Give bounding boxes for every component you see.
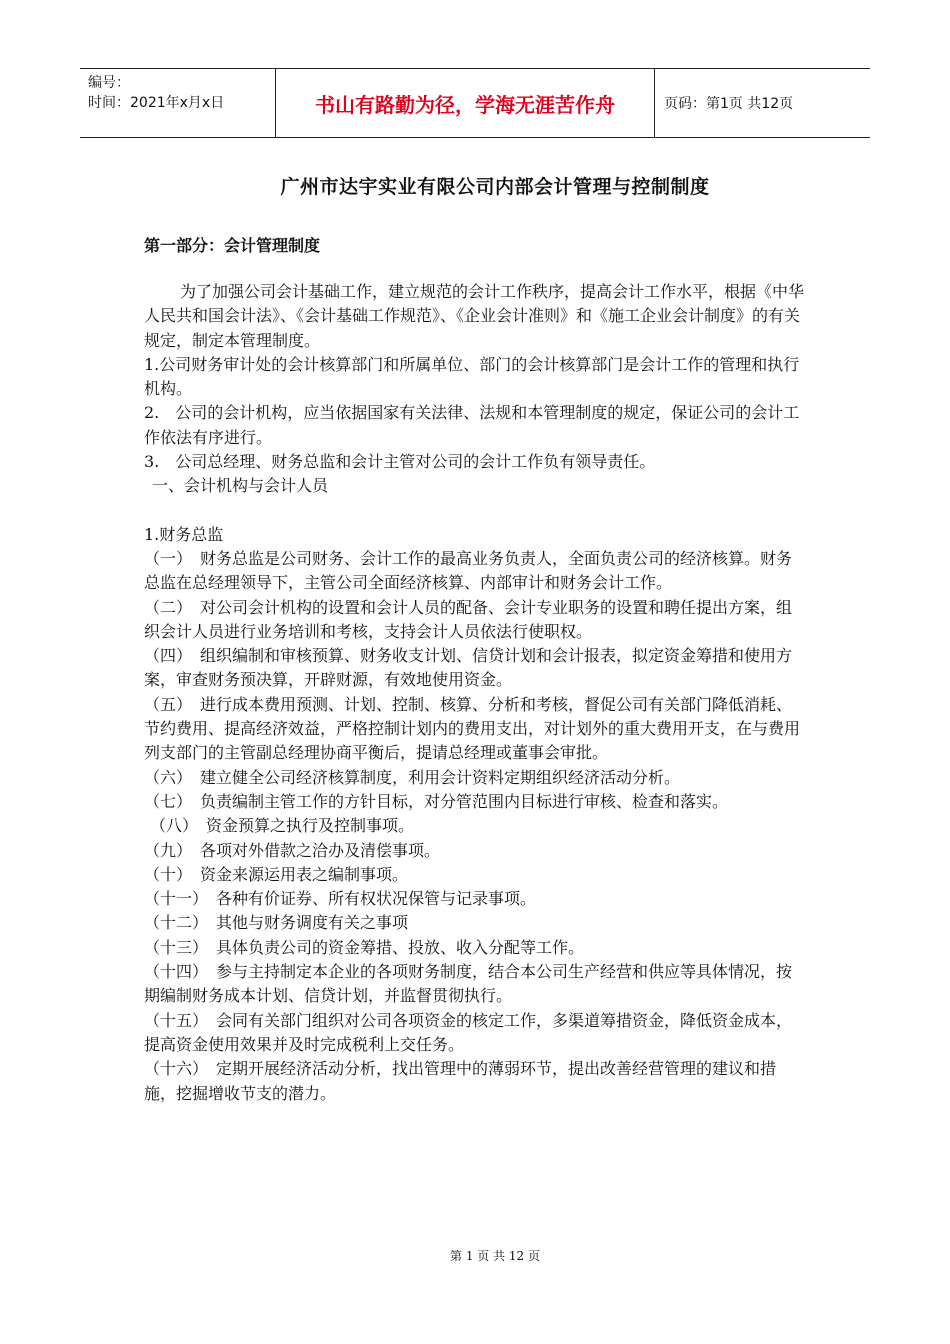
item-2: （二） 对公司会计机构的设置和会计人员的配备、会计专业职务的设置和聘任提出方案，组织会计人员进行业务培训和考核，支持会计人员依法行使职权。: [144, 597, 793, 641]
item-12: （十二） 其他与财务调度有关之事项: [144, 913, 409, 933]
header-meta-cell: [80, 69, 276, 137]
intro-paragraph: 为了加强公司会计基础工作，建立规范的会计工作秩序，提高会计工作水平，根据《中华人民共和国会计法》、《会计基础工作规范》、《企业会计准则》和《施工企业会计制度》的有关规定，制定本管理制度。: [144, 282, 805, 350]
item-1: （一） 财务总监是公司财务、会计工作的最高业务负责人，全面负责公司的经济核算。财务总监在总经理领导下，主管公司全面经济核算、内部审计和财务会计工作。: [144, 548, 793, 593]
item-6: （六） 建立健全公司经济核算制度，利用会计资料定期组织经济活动分析。: [144, 767, 681, 787]
header-motto: 书山有路勤为径，学海无涯苦作舟: [276, 69, 655, 137]
item-4: （四） 组织编制和审核预算、财务收支计划、信贷计划和会计报表，拟定资金筹措和使用方案，审查财务预决算，开辟财源，有效地使用资金。: [144, 646, 793, 690]
document-date-label: 时间：2021年x月x日: [88, 95, 225, 111]
clause-3: 3. 公司总经理、财务总监和会计主管对公司的会计工作负有领导责任。: [144, 452, 656, 472]
clause-1: 1.公司财务审计处的会计核算部门和所属单位、部门的会计核算部门是会计工作的管理和执行机构。: [144, 354, 800, 399]
item-7: （七） 负责编制主管工作的方针目标，对分管范围内目标进行审核、检查和落实。: [144, 791, 729, 811]
document-body: [144, 280, 804, 1106]
header-page-info: 页码：第1页 共12页: [664, 96, 794, 112]
item-16: （十六） 定期开展经济活动分析，找出管理中的薄弱环节，提出改善经营管理的建议和措施，挖掘增收节支的潜力。: [144, 1059, 777, 1103]
item-13: （十三） 具体负责公司的资金筹措、投放、收入分配等工作。: [144, 937, 585, 957]
item-5: （五） 进行成本费用预测、计划、控制、核算、分析和考核，督促公司有关部门降低消耗、节约费用、提高经济效益，严格控制计划内的费用支出，对计划外的重大费用开支，在与费用列支部门的主管副总经理协商平衡后，提请总经理或董事会审批。: [144, 694, 801, 763]
item-11: （十一） 各种有价证券、所有权状况保管与记录事项。: [144, 889, 537, 909]
item-9: （九） 各项对外借款之洽办及清偿事项。: [144, 840, 441, 860]
document-number-label: 编号：: [88, 75, 130, 91]
subsection-heading: 1.财务总监: [144, 524, 224, 544]
item-15: （十五） 会同有关部门组织对公司各项资金的核定工作，多渠道筹措资金，降低资金成本，提高资金使用效果并及时完成税利上交任务。: [144, 1010, 793, 1054]
item-10: （十） 资金来源运用表之编制事项。: [144, 864, 409, 884]
item-14: （十四） 参与主持制定本企业的各项财务制度，结合本公司生产经营和供应等具体情况，按期编制财务成本计划、信贷计划，并监督贯彻执行。: [144, 962, 793, 1006]
section-heading: 一、会计机构与会计人员: [152, 476, 329, 496]
page-header: [80, 68, 870, 138]
spacer: [144, 499, 804, 523]
clause-2: 2. 公司的会计机构，应当依据国家有关法律、法规和本管理制度的规定，保证公司的会计工作依法有序进行。: [144, 403, 800, 447]
item-8: （八） 资金预算之执行及控制事项。: [150, 816, 415, 836]
page-footer: 第 1 页 共 12 页: [450, 1249, 540, 1263]
part-title: 第一部分：会计管理制度: [144, 236, 321, 255]
document-title: 广州市达宇实业有限公司内部会计管理与控制制度: [280, 176, 710, 198]
